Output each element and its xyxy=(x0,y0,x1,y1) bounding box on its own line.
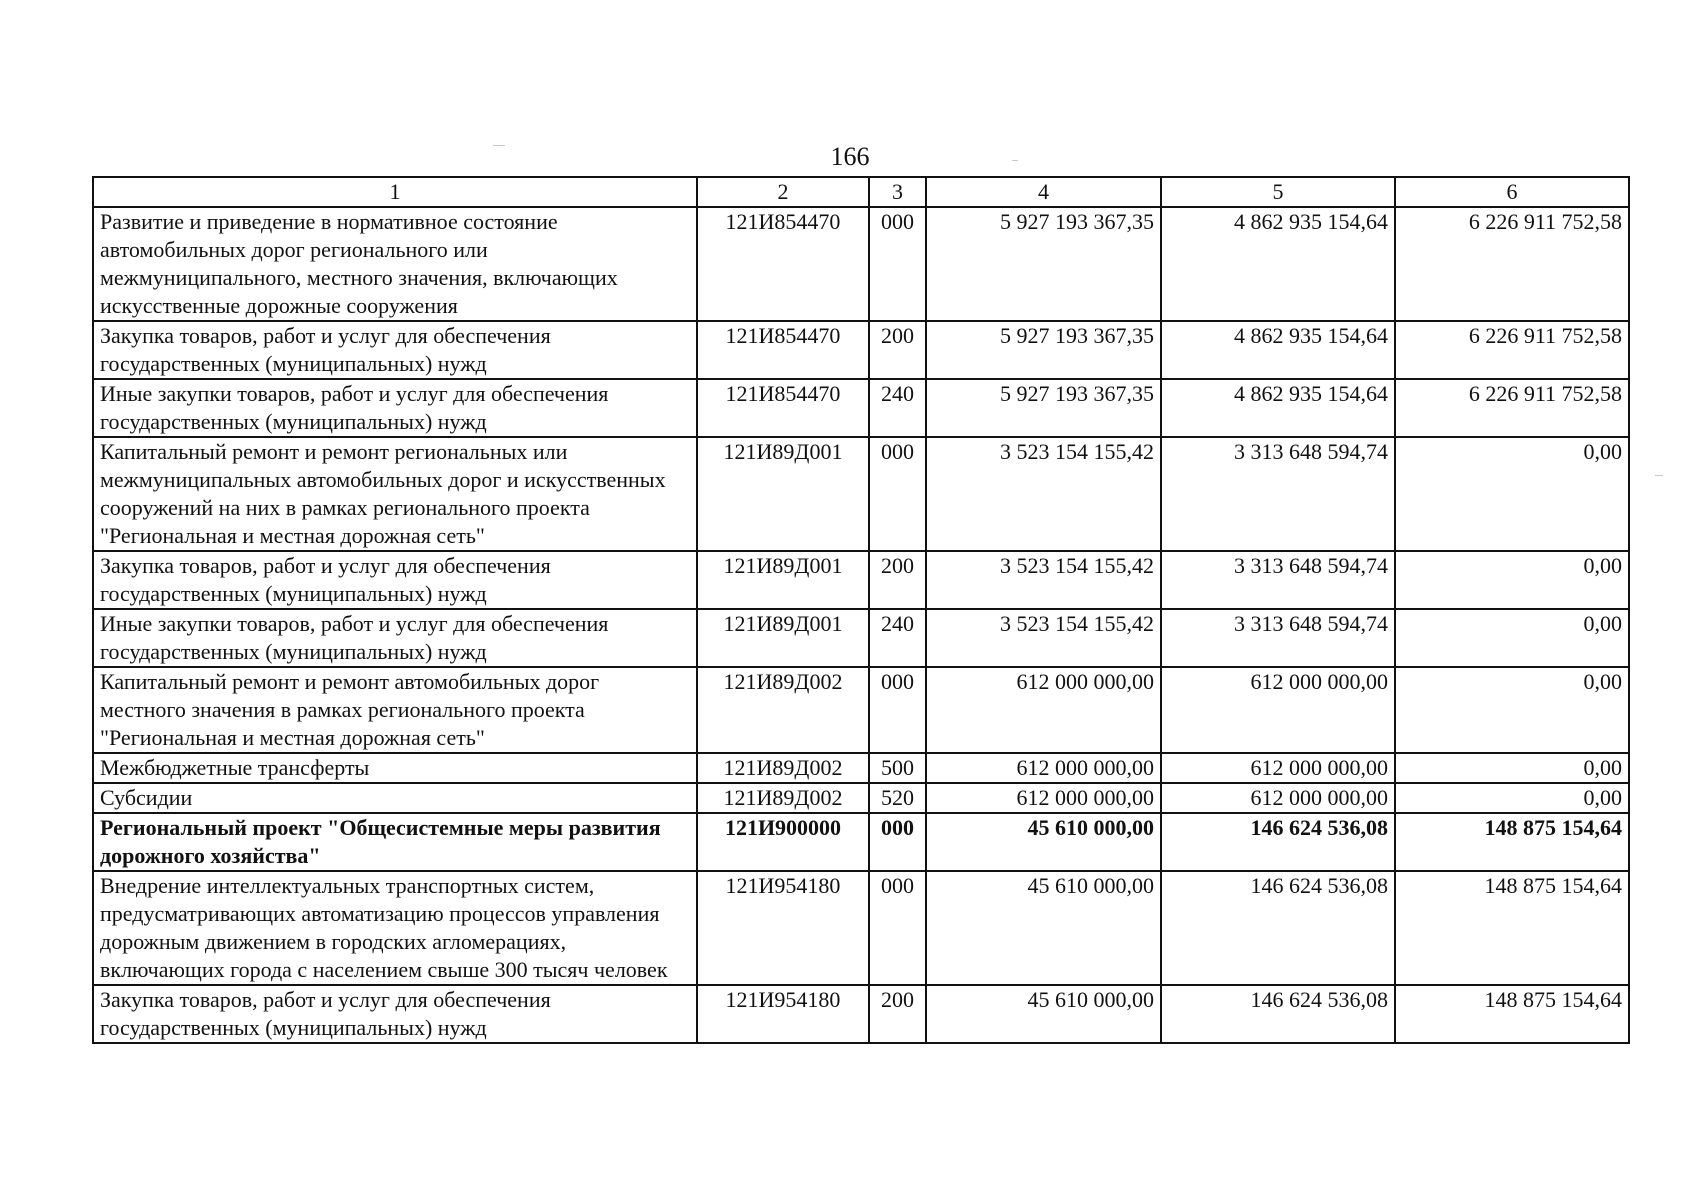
amount-year-3: 0,00 xyxy=(1395,609,1629,667)
table-row xyxy=(93,667,1629,753)
amount-year-3: 148 875 154,64 xyxy=(1395,871,1629,985)
table-row xyxy=(93,379,1629,437)
column-header: 4 xyxy=(926,177,1161,207)
target-article-code: 121И854470 xyxy=(697,207,869,321)
expense-type-code: 200 xyxy=(869,321,926,379)
table-row xyxy=(93,551,1629,609)
amount-year-2: 146 624 536,08 xyxy=(1161,813,1395,871)
amount-year-2: 3 313 648 594,74 xyxy=(1161,437,1395,551)
amount-year-1: 612 000 000,00 xyxy=(926,753,1161,783)
expense-type-code: 000 xyxy=(869,871,926,985)
amount-year-2: 4 862 935 154,64 xyxy=(1161,321,1395,379)
amount-year-2: 612 000 000,00 xyxy=(1161,667,1395,753)
expense-type-code: 000 xyxy=(869,667,926,753)
target-article-code: 121И89Д002 xyxy=(697,783,869,813)
amount-year-3: 6 226 911 752,58 xyxy=(1395,207,1629,321)
amount-year-3: 0,00 xyxy=(1395,437,1629,551)
column-header: 5 xyxy=(1161,177,1395,207)
row-name: Капитальный ремонт и ремонт автомобильных дорог местного значения в рамках регионального проекта "Региональная и местная дорожная сеть" xyxy=(93,667,697,753)
expense-type-code: 240 xyxy=(869,609,926,667)
target-article-code: 121И89Д001 xyxy=(697,609,869,667)
amount-year-2: 612 000 000,00 xyxy=(1161,753,1395,783)
amount-year-1: 612 000 000,00 xyxy=(926,667,1161,753)
row-name: Развитие и приведение в нормативное состояние автомобильных дорог регионального или межмуниципального, местного значения, включающих искусственные дорожные сооружения xyxy=(93,207,697,321)
row-name: Внедрение интеллектуальных транспортных систем, предусматривающих автоматизацию процессов управления дорожным движением в городских агломерациях, включающих города с населением свыше 300 тысяч человек xyxy=(93,871,697,985)
expense-type-code: 500 xyxy=(869,753,926,783)
table-row-project-total xyxy=(93,813,1629,871)
amount-year-2: 3 313 648 594,74 xyxy=(1161,551,1395,609)
table-row xyxy=(93,207,1629,321)
row-name: Закупка товаров, работ и услуг для обеспечения государственных (муниципальных) нужд xyxy=(93,551,697,609)
expense-type-code: 520 xyxy=(869,783,926,813)
table-row xyxy=(93,437,1629,551)
column-header: 2 xyxy=(697,177,869,207)
column-header: 3 xyxy=(869,177,926,207)
table-row xyxy=(93,609,1629,667)
row-name: Закупка товаров, работ и услуг для обеспечения государственных (муниципальных) нужд xyxy=(93,321,697,379)
amount-year-2: 3 313 648 594,74 xyxy=(1161,609,1395,667)
table-row xyxy=(93,753,1629,783)
amount-year-1: 5 927 193 367,35 xyxy=(926,379,1161,437)
amount-year-1: 3 523 154 155,42 xyxy=(926,609,1161,667)
column-header: 1 xyxy=(93,177,697,207)
target-article-code: 121И854470 xyxy=(697,379,869,437)
amount-year-1: 45 610 000,00 xyxy=(926,985,1161,1043)
target-article-code: 121И954180 xyxy=(697,985,869,1043)
amount-year-1: 45 610 000,00 xyxy=(926,871,1161,985)
column-header: 6 xyxy=(1395,177,1629,207)
amount-year-3: 148 875 154,64 xyxy=(1395,813,1629,871)
table-row xyxy=(93,321,1629,379)
row-name: Иные закупки товаров, работ и услуг для обеспечения государственных (муниципальных) нужд xyxy=(93,609,697,667)
amount-year-1: 45 610 000,00 xyxy=(926,813,1161,871)
amount-year-3: 0,00 xyxy=(1395,551,1629,609)
target-article-code: 121И900000 xyxy=(697,813,869,871)
target-article-code: 121И89Д001 xyxy=(697,437,869,551)
target-article-code: 121И89Д002 xyxy=(697,667,869,753)
expense-type-code: 000 xyxy=(869,437,926,551)
expense-type-code: 240 xyxy=(869,379,926,437)
amount-year-3: 0,00 xyxy=(1395,783,1629,813)
expense-type-code: 000 xyxy=(869,207,926,321)
amount-year-1: 3 523 154 155,42 xyxy=(926,437,1161,551)
amount-year-2: 146 624 536,08 xyxy=(1161,985,1395,1043)
amount-year-2: 4 862 935 154,64 xyxy=(1161,207,1395,321)
expense-type-code: 200 xyxy=(869,985,926,1043)
table-row xyxy=(93,871,1629,985)
amount-year-3: 6 226 911 752,58 xyxy=(1395,379,1629,437)
scan-artifact-line xyxy=(1655,475,1663,476)
amount-year-1: 612 000 000,00 xyxy=(926,783,1161,813)
expense-type-code: 200 xyxy=(869,551,926,609)
row-name: Закупка товаров, работ и услуг для обеспечения государственных (муниципальных) нужд xyxy=(93,985,697,1043)
amount-year-1: 3 523 154 155,42 xyxy=(926,551,1161,609)
scan-artifact-line xyxy=(493,145,505,146)
column-number-row xyxy=(93,177,1629,207)
amount-year-1: 5 927 193 367,35 xyxy=(926,207,1161,321)
amount-year-2: 4 862 935 154,64 xyxy=(1161,379,1395,437)
target-article-code: 121И89Д001 xyxy=(697,551,869,609)
amount-year-2: 612 000 000,00 xyxy=(1161,783,1395,813)
table-row xyxy=(93,985,1629,1043)
row-name: Капитальный ремонт и ремонт региональных или межмуниципальных автомобильных дорог и искусственных сооружений на них в рамках регионального проекта "Региональная и местная дорожная сеть" xyxy=(93,437,697,551)
row-name: Региональный проект "Общесистемные меры развития дорожного хозяйства" xyxy=(93,813,697,871)
target-article-code: 121И954180 xyxy=(697,871,869,985)
row-name: Межбюджетные трансферты xyxy=(93,753,697,783)
amount-year-3: 148 875 154,64 xyxy=(1395,985,1629,1043)
scan-artifact-line xyxy=(1012,160,1018,161)
row-name: Субсидии xyxy=(93,783,697,813)
expense-type-code: 000 xyxy=(869,813,926,871)
amount-year-1: 5 927 193 367,35 xyxy=(926,321,1161,379)
amount-year-3: 0,00 xyxy=(1395,753,1629,783)
budget-table xyxy=(92,176,1630,1044)
amount-year-3: 0,00 xyxy=(1395,667,1629,753)
target-article-code: 121И854470 xyxy=(697,321,869,379)
table-row xyxy=(93,783,1629,813)
amount-year-3: 6 226 911 752,58 xyxy=(1395,321,1629,379)
page-number: 166 xyxy=(830,142,870,171)
target-article-code: 121И89Д002 xyxy=(697,753,869,783)
amount-year-2: 146 624 536,08 xyxy=(1161,871,1395,985)
row-name: Иные закупки товаров, работ и услуг для обеспечения государственных (муниципальных) нужд xyxy=(93,379,697,437)
